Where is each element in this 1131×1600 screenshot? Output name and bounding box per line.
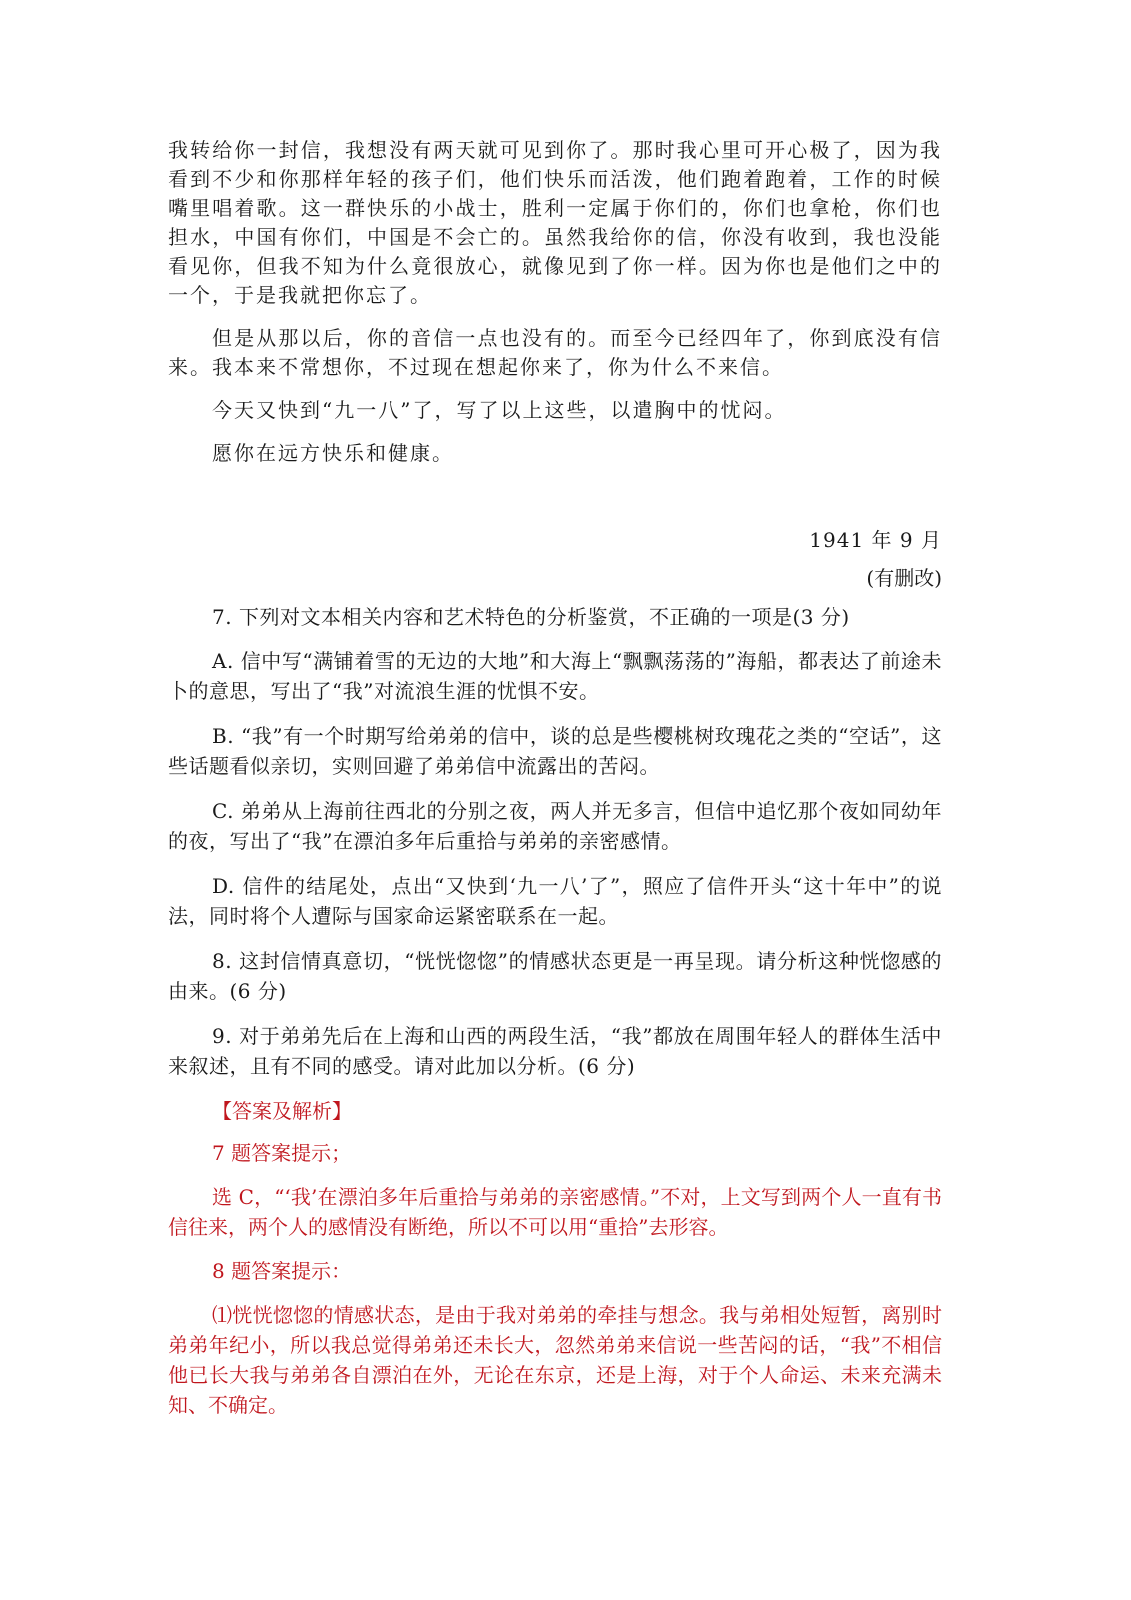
- letter-date: 1941 年 9 月: [809, 528, 942, 552]
- letter-paragraph-3: 今天又快到“九一八”了，写了以上这些，以遣胸中的忧闷。: [212, 398, 787, 422]
- question-9: 9. 对于弟弟先后在上海和山西的两段生活，“我”都放在周围年轻人的群体生活中来叙述，且有不同的感受。请对此加以分析。(6 分): [168, 1024, 942, 1078]
- letter-paragraph-2: 但是从那以后，你的音信一点也没有的。而至今已经四年了，你到底没有信来。我本来不常想你，不过现在想起你来了，你为什么不来信。: [168, 326, 942, 379]
- option-b: B. “我”有一个时期写给弟弟的信中，谈的总是些樱桃树玫瑰花之类的“空话”，这些话题看似亲切，实则回避了弟弟信中流露出的苦闷。: [168, 724, 942, 778]
- option-c: C. 弟弟从上海前往西北的分别之夜，两人并无多言，但信中追忆那个夜如同幼年的夜，写出了“我”在漂泊多年后重拾与弟弟的亲密感情。: [168, 799, 942, 853]
- answer-7-title: 7 题答案提示；: [212, 1141, 352, 1165]
- question-7: 7. 下列对文本相关内容和艺术特色的分析鉴赏，不正确的一项是(3 分): [212, 605, 850, 629]
- letter-body: [168, 136, 942, 592]
- answer-8-text: ⑴恍恍惚惚的情感状态，是由于我对弟弟的牵挂与想念。我与弟相处短暂，离别时弟弟年纪小，所以我总觉得弟弟还未长大，忽然弟弟来信说一些苦闷的话，“我”不相信他已长大我与弟弟各自漂泊在外，无论在东京，还是上海，对于个人命运、未来充满未知、不确定。: [168, 1303, 942, 1417]
- answer-7-text: 选 C，“‘我’在漂泊多年后重拾与弟弟的亲密感情。”不对，上文写到两个人一直有书信往来，两个人的感情没有断绝，所以不可以用“重拾”去形容。: [168, 1185, 942, 1239]
- option-a: A. 信中写“满铺着雪的无边的大地”和大海上“飘飘荡荡的”海船，都表达了前途未卜的意思，写出了“我”对流浪生涯的忧惧不安。: [168, 649, 942, 703]
- answers-heading: 【答案及解析】: [212, 1099, 352, 1123]
- letter-paragraph-4: 愿你在远方快乐和健康。: [212, 441, 454, 465]
- answer-8-title: 8 题答案提示：: [212, 1259, 352, 1283]
- revision-note: (有删改): [866, 566, 942, 590]
- answers-section: [168, 1096, 942, 1420]
- document-page: [168, 136, 942, 1434]
- question-8: 8. 这封信情真意切，“恍恍惚惚”的情感状态更是一再呈现。请分析这种恍惚感的由来。(6 分): [168, 949, 942, 1003]
- questions-section: [168, 602, 942, 1081]
- option-d: D. 信件的结尾处，点出“又快到‘九一八’了”，照应了信件开头“这十年中”的说法，同时将个人遭际与国家命运紧密联系在一起。: [168, 874, 942, 928]
- letter-paragraph-1: 我转给你一封信，我想没有两天就可见到你了。那时我心里可开心极了，因为我看到不少和你那样年轻的孩子们，他们快乐而活泼，他们跑着跑着，工作的时候嘴里唱着歌。这一群快乐的小战士，胜利一定属于你们的，你们也拿枪，你们也担水，中国有你们，中国是不会亡的。虽然我给你的信，你没有收到，我也没能看见你，但我不知为什么竟很放心，就像见到了你一样。因为你也是他们之中的一个，于是我就把你忘了。: [168, 138, 942, 307]
